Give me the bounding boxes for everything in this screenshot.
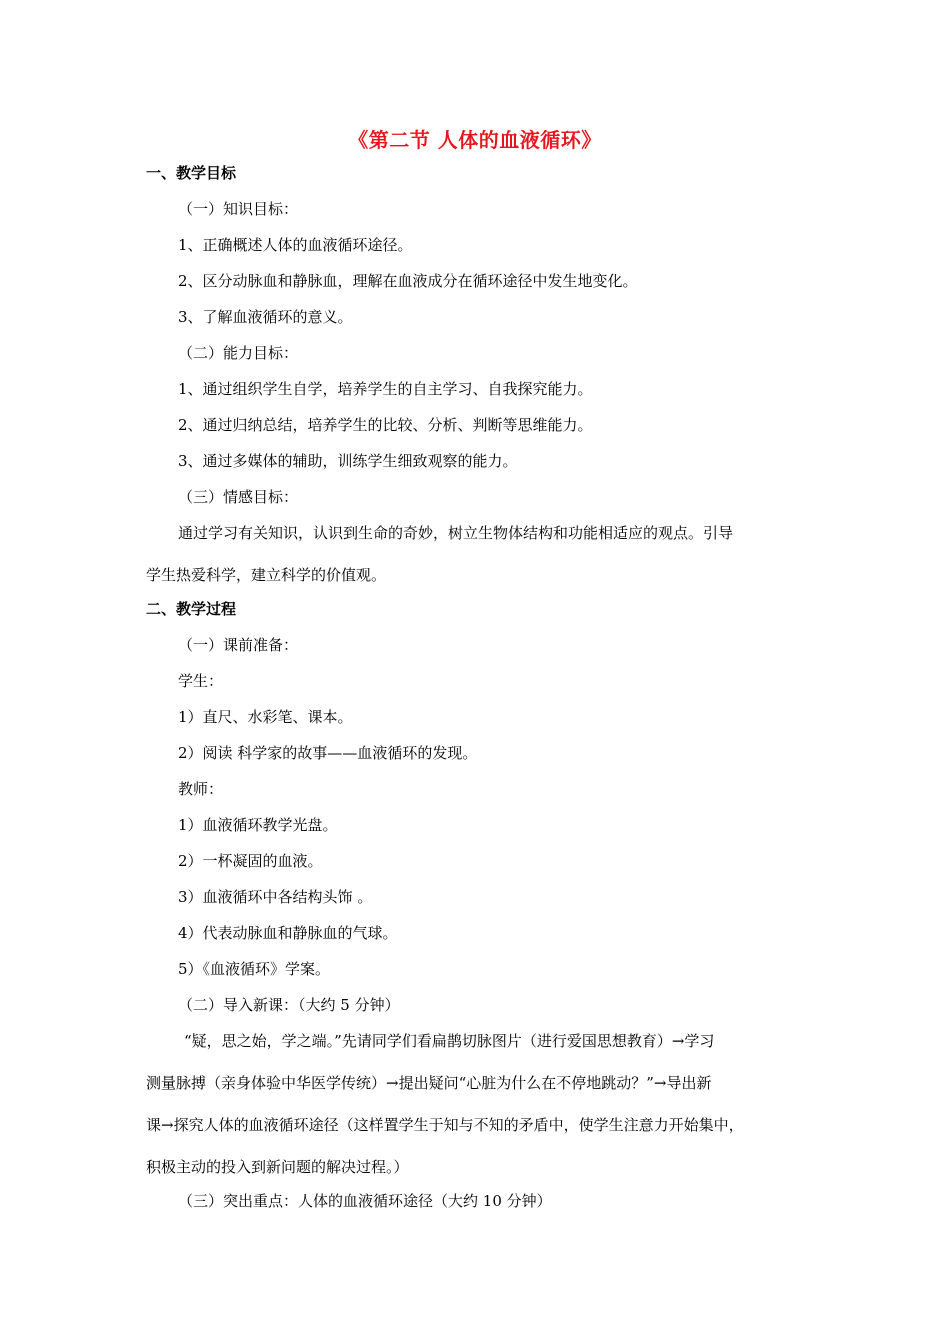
student-item-2: 2）阅读 科学家的故事——血液循环的发现。	[178, 744, 478, 762]
section-heading-teaching-goals: 一、教学目标	[146, 164, 237, 182]
subheading-key-point: （三）突出重点：人体的血液循环途径（大约 10 分钟）	[178, 1192, 552, 1210]
section-heading-teaching-process: 二、教学过程	[146, 600, 237, 618]
subheading-emotional-goals: （三）情感目标：	[178, 488, 299, 506]
introduction-paragraph-line-3: 课→探究人体的血液循环途径（这样置学生于知与不知的矛盾中，使学生注意力开始集中，	[146, 1116, 744, 1134]
emotional-goal-paragraph-line-1: 通过学习有关知识，认识到生命的奇妙，树立生物体结构和功能相适应的观点。引导	[178, 524, 734, 542]
teacher-item-4: 4）代表动脉血和静脉血的气球。	[178, 924, 398, 942]
teacher-item-5: 5）《血液循环》学案。	[178, 960, 331, 978]
document-title: 《第二节 人体的血液循环》	[348, 128, 602, 152]
subheading-introduction: （二）导入新课：（大约 5 分钟）	[178, 996, 400, 1014]
subheading-preparation: （一）课前准备：	[178, 636, 299, 654]
ability-goal-1: 1、通过组织学生自学，培养学生的自主学习、自我探究能力。	[178, 380, 593, 398]
knowledge-goal-2: 2、区分动脉血和静脉血，理解在血液成分在循环途径中发生地变化。	[178, 272, 638, 290]
teacher-item-1: 1）血液循环教学光盘。	[178, 816, 338, 834]
ability-goal-3: 3、通过多媒体的辅助，训练学生细致观察的能力。	[178, 452, 518, 470]
ability-goal-2: 2、通过归纳总结，培养学生的比较、分析、判断等思维能力。	[178, 416, 593, 434]
teacher-item-2: 2）一杯凝固的血液。	[178, 852, 323, 870]
teacher-label: 教师：	[178, 780, 224, 798]
knowledge-goal-1: 1、正确概述人体的血液循环途径。	[178, 236, 413, 254]
emotional-goal-paragraph-line-2: 学生热爱科学，建立科学的价值观。	[146, 566, 387, 584]
introduction-paragraph-line-1: “疑，思之始，学之端。”先请同学们看扁鹊切脉图片（进行爱国思想教育）→学习	[184, 1032, 715, 1050]
introduction-paragraph-line-4: 积极主动的投入到新问题的解决过程。）	[146, 1158, 409, 1176]
knowledge-goal-3: 3、了解血液循环的意义。	[178, 308, 353, 326]
subheading-knowledge-goals: （一）知识目标：	[178, 200, 299, 218]
introduction-paragraph-line-2: 测量脉搏（亲身体验中华医学传统）→提出疑问“心脏为什么在不停地跳动？”→导出新	[146, 1074, 712, 1092]
students-label: 学生：	[178, 672, 224, 690]
student-item-1: 1）直尺、水彩笔、课本。	[178, 708, 353, 726]
teacher-item-3: 3）血液循环中各结构头饰 。	[178, 888, 373, 906]
subheading-ability-goals: （二）能力目标：	[178, 344, 299, 362]
